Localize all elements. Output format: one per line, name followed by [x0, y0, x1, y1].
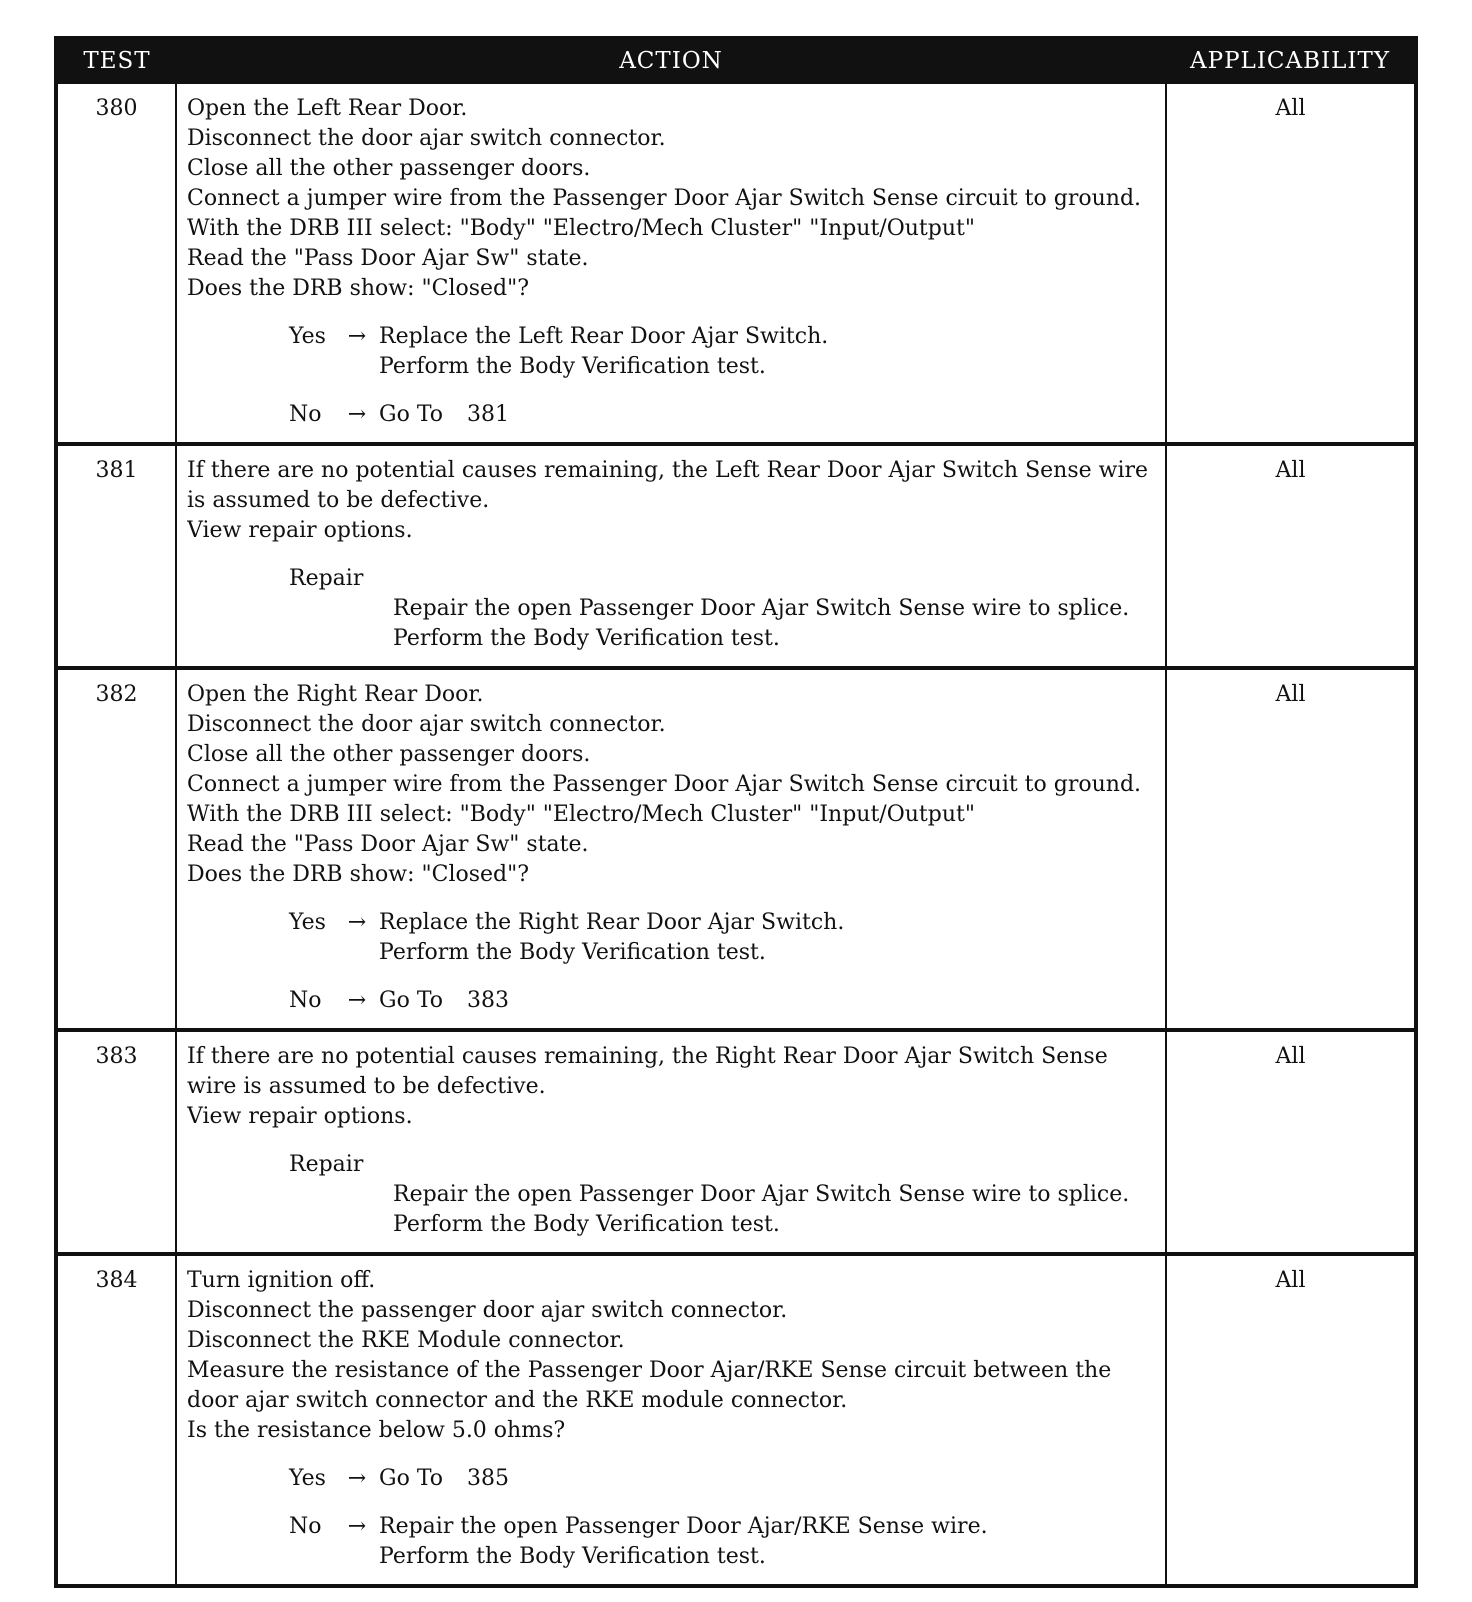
yes-label: Yes — [289, 1466, 326, 1491]
action-line: Open the Right Rear Door. — [187, 682, 484, 707]
right-arrow-icon: → — [347, 988, 367, 1013]
action-line: With the DRB III select: "Body" "Electro/Mech Cluster" "Input/Output" — [187, 216, 975, 241]
no-label: No — [289, 1514, 322, 1539]
yes-label: Yes — [289, 910, 326, 935]
action-question: Is the resistance below 5.0 ohms? — [187, 1418, 566, 1443]
no-result-line: Perform the Body Verification test. — [379, 1544, 766, 1569]
no-result-line: Repair the open Passenger Door Ajar/RKE Sense wire. — [379, 1514, 988, 1539]
repair-result — [393, 1180, 1157, 1240]
no-branch — [289, 1512, 1157, 1572]
no-label: No — [289, 988, 322, 1013]
repair-result — [393, 594, 1157, 654]
repair-result-line: Repair the open Passenger Door Ajar Switch Sense wire to splice. — [393, 1182, 1130, 1207]
repair-label: Repair — [289, 566, 364, 591]
yes-result-line: Perform the Body Verification test. — [379, 940, 766, 965]
action-cell — [176, 668, 1166, 1030]
goto-text: Go To — [379, 988, 444, 1013]
test-number: 384 — [56, 1254, 176, 1586]
diagnostic-test-table — [54, 36, 1418, 1588]
right-arrow-icon: → — [347, 1514, 367, 1539]
action-paragraph: Measure the resistance of the Passenger Door Ajar/RKE Sense circuit between the door ajar switch connector and the RKE module connector. — [187, 1358, 1112, 1413]
action-line: View repair options. — [187, 518, 413, 543]
right-arrow-icon: → — [347, 402, 367, 427]
action-line: View repair options. — [187, 1104, 413, 1129]
action-paragraph: If there are no potential causes remaining, the Right Rear Door Ajar Switch Sense wire is assumed to be defective. — [187, 1044, 1108, 1099]
yes-label: Yes — [289, 324, 326, 349]
applicability-value: All — [1166, 444, 1416, 668]
action-line: Close all the other passenger doors. — [187, 742, 591, 767]
action-paragraph: If there are no potential causes remaining, the Left Rear Door Ajar Switch Sense wire is assumed to be defective. — [187, 458, 1149, 513]
action-line: Read the "Pass Door Ajar Sw" state. — [187, 832, 589, 857]
yes-result — [379, 1464, 1157, 1494]
action-line: Disconnect the door ajar switch connector. — [187, 126, 666, 151]
action-line: Connect a jumper wire from the Passenger Door Ajar Switch Sense circuit to ground. — [187, 186, 1142, 211]
goto-number: 381 — [467, 402, 510, 427]
test-number: 383 — [56, 1030, 176, 1254]
header-test: TEST — [56, 38, 176, 83]
table-row-test-384 — [56, 1254, 1416, 1586]
yes-result — [379, 322, 1157, 382]
action-line: Disconnect the RKE Module connector. — [187, 1328, 625, 1353]
goto-number: 385 — [467, 1466, 510, 1491]
repair-result-line: Perform the Body Verification test. — [393, 626, 780, 651]
action-line: Connect a jumper wire from the Passenger Door Ajar Switch Sense circuit to ground. — [187, 772, 1142, 797]
table-header-row — [56, 38, 1416, 83]
repair-branch — [289, 564, 1157, 654]
repair-branch — [289, 1150, 1157, 1240]
right-arrow-icon: → — [347, 910, 367, 935]
action-line: With the DRB III select: "Body" "Electro/Mech Cluster" "Input/Output" — [187, 802, 975, 827]
action-line: Disconnect the door ajar switch connector. — [187, 712, 666, 737]
no-branch — [289, 986, 1157, 1016]
yes-result-line: Perform the Body Verification test. — [379, 354, 766, 379]
action-question: Does the DRB show: "Closed"? — [187, 276, 530, 301]
no-result — [379, 400, 1157, 430]
no-result — [379, 1512, 1157, 1572]
yes-branch — [289, 1464, 1157, 1494]
test-number: 382 — [56, 668, 176, 1030]
yes-result-line: Replace the Left Rear Door Ajar Switch. — [379, 324, 829, 349]
header-action: ACTION — [176, 38, 1166, 83]
no-branch — [289, 400, 1157, 430]
test-number: 380 — [56, 83, 176, 444]
action-cell — [176, 1030, 1166, 1254]
action-cell — [176, 1254, 1166, 1586]
applicability-value: All — [1166, 83, 1416, 444]
yes-branch — [289, 908, 1157, 968]
no-label: No — [289, 402, 322, 427]
diagnostic-table-sheet — [54, 36, 1414, 1588]
yes-result — [379, 908, 1157, 968]
no-result — [379, 986, 1157, 1016]
action-line: Close all the other passenger doors. — [187, 156, 591, 181]
action-cell — [176, 444, 1166, 668]
action-line: Turn ignition off. — [187, 1268, 376, 1293]
test-number: 381 — [56, 444, 176, 668]
applicability-value: All — [1166, 668, 1416, 1030]
repair-result-line: Repair the open Passenger Door Ajar Switch Sense wire to splice. — [393, 596, 1130, 621]
header-applicability: APPLICABILITY — [1166, 38, 1416, 83]
right-arrow-icon: → — [347, 324, 367, 349]
action-question: Does the DRB show: "Closed"? — [187, 862, 530, 887]
repair-result-line: Perform the Body Verification test. — [393, 1212, 780, 1237]
action-line: Disconnect the passenger door ajar switch connector. — [187, 1298, 788, 1323]
action-cell — [176, 83, 1166, 444]
goto-text: Go To — [379, 402, 444, 427]
table-row-test-382 — [56, 668, 1416, 1030]
action-line: Read the "Pass Door Ajar Sw" state. — [187, 246, 589, 271]
yes-result-line: Replace the Right Rear Door Ajar Switch. — [379, 910, 845, 935]
yes-branch — [289, 322, 1157, 382]
right-arrow-icon: → — [347, 1466, 367, 1491]
goto-text: Go To — [379, 1466, 444, 1491]
applicability-value: All — [1166, 1030, 1416, 1254]
repair-label: Repair — [289, 1152, 364, 1177]
table-row-test-383 — [56, 1030, 1416, 1254]
applicability-value: All — [1166, 1254, 1416, 1586]
goto-number: 383 — [467, 988, 510, 1013]
table-row-test-381 — [56, 444, 1416, 668]
table-row-test-380 — [56, 83, 1416, 444]
action-line: Open the Left Rear Door. — [187, 96, 468, 121]
